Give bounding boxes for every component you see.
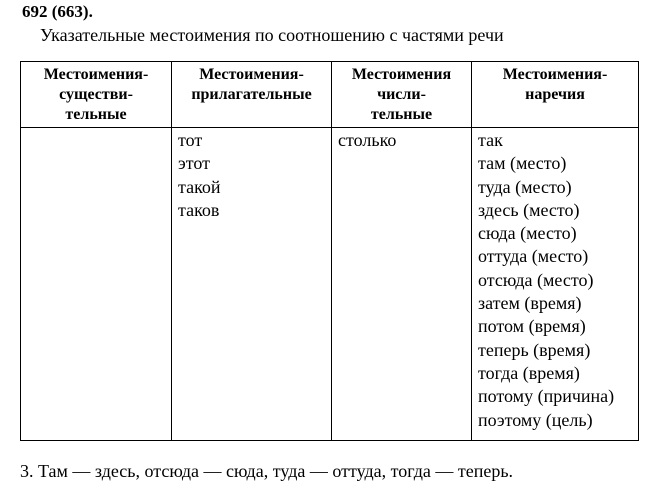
header-line: тельные <box>65 106 127 123</box>
header-line: существи- <box>59 86 133 103</box>
list-item: туда (место) <box>478 176 572 197</box>
list-item: затем (время) <box>478 293 582 314</box>
header-adjectives <box>172 62 332 128</box>
table-body-row <box>21 128 639 441</box>
header-line: прилагательные <box>191 86 312 103</box>
cell-adverbs <box>472 128 639 441</box>
header-line: Местоимения- <box>43 66 149 83</box>
list-item: столько <box>338 130 397 150</box>
list-item: здесь (место) <box>478 199 580 220</box>
header-line: тельные <box>370 106 433 123</box>
list-item: отсюда (место) <box>478 269 594 290</box>
list-item: сюда (место) <box>478 223 577 244</box>
header-line: наречия <box>525 86 585 103</box>
header-numerals <box>332 62 472 128</box>
adverbs-list <box>478 129 634 432</box>
cell-numerals <box>332 128 472 441</box>
adjectives-list <box>178 129 327 222</box>
header-line: Местоимения- <box>199 66 304 83</box>
list-item: потом (время) <box>478 316 586 337</box>
list-item: оттуда (место) <box>478 246 589 267</box>
cell-adjectives <box>172 128 332 441</box>
list-item: так <box>478 130 503 150</box>
table-caption: Указательные местоимения по соотношению с частями речи <box>40 25 504 45</box>
list-item: этот <box>178 153 210 174</box>
list-item: такой <box>178 176 221 197</box>
table-header-row <box>21 62 639 128</box>
numerals-list <box>338 129 467 152</box>
answer-text: 3. Там — здесь, отсюда — сюда, туда — оттуда, тогда — теперь. <box>20 461 514 481</box>
list-item: таков <box>178 199 220 220</box>
pronoun-table <box>20 61 639 441</box>
header-line: Местоимения- <box>502 66 608 83</box>
cell-nouns <box>21 128 172 441</box>
list-item: тогда (время) <box>478 362 580 383</box>
header-nouns <box>21 62 172 128</box>
list-item: потому (причина) <box>478 386 615 407</box>
header-line: Местоимения <box>351 66 452 83</box>
header-line: числи- <box>377 86 426 103</box>
list-item: теперь (время) <box>478 339 591 360</box>
exercise-number: 692 (663). <box>22 2 93 21</box>
list-item: там (место) <box>478 153 567 174</box>
list-item: тот <box>178 130 203 150</box>
list-item: поэтому (цель) <box>478 409 593 430</box>
header-adverbs <box>472 62 639 128</box>
